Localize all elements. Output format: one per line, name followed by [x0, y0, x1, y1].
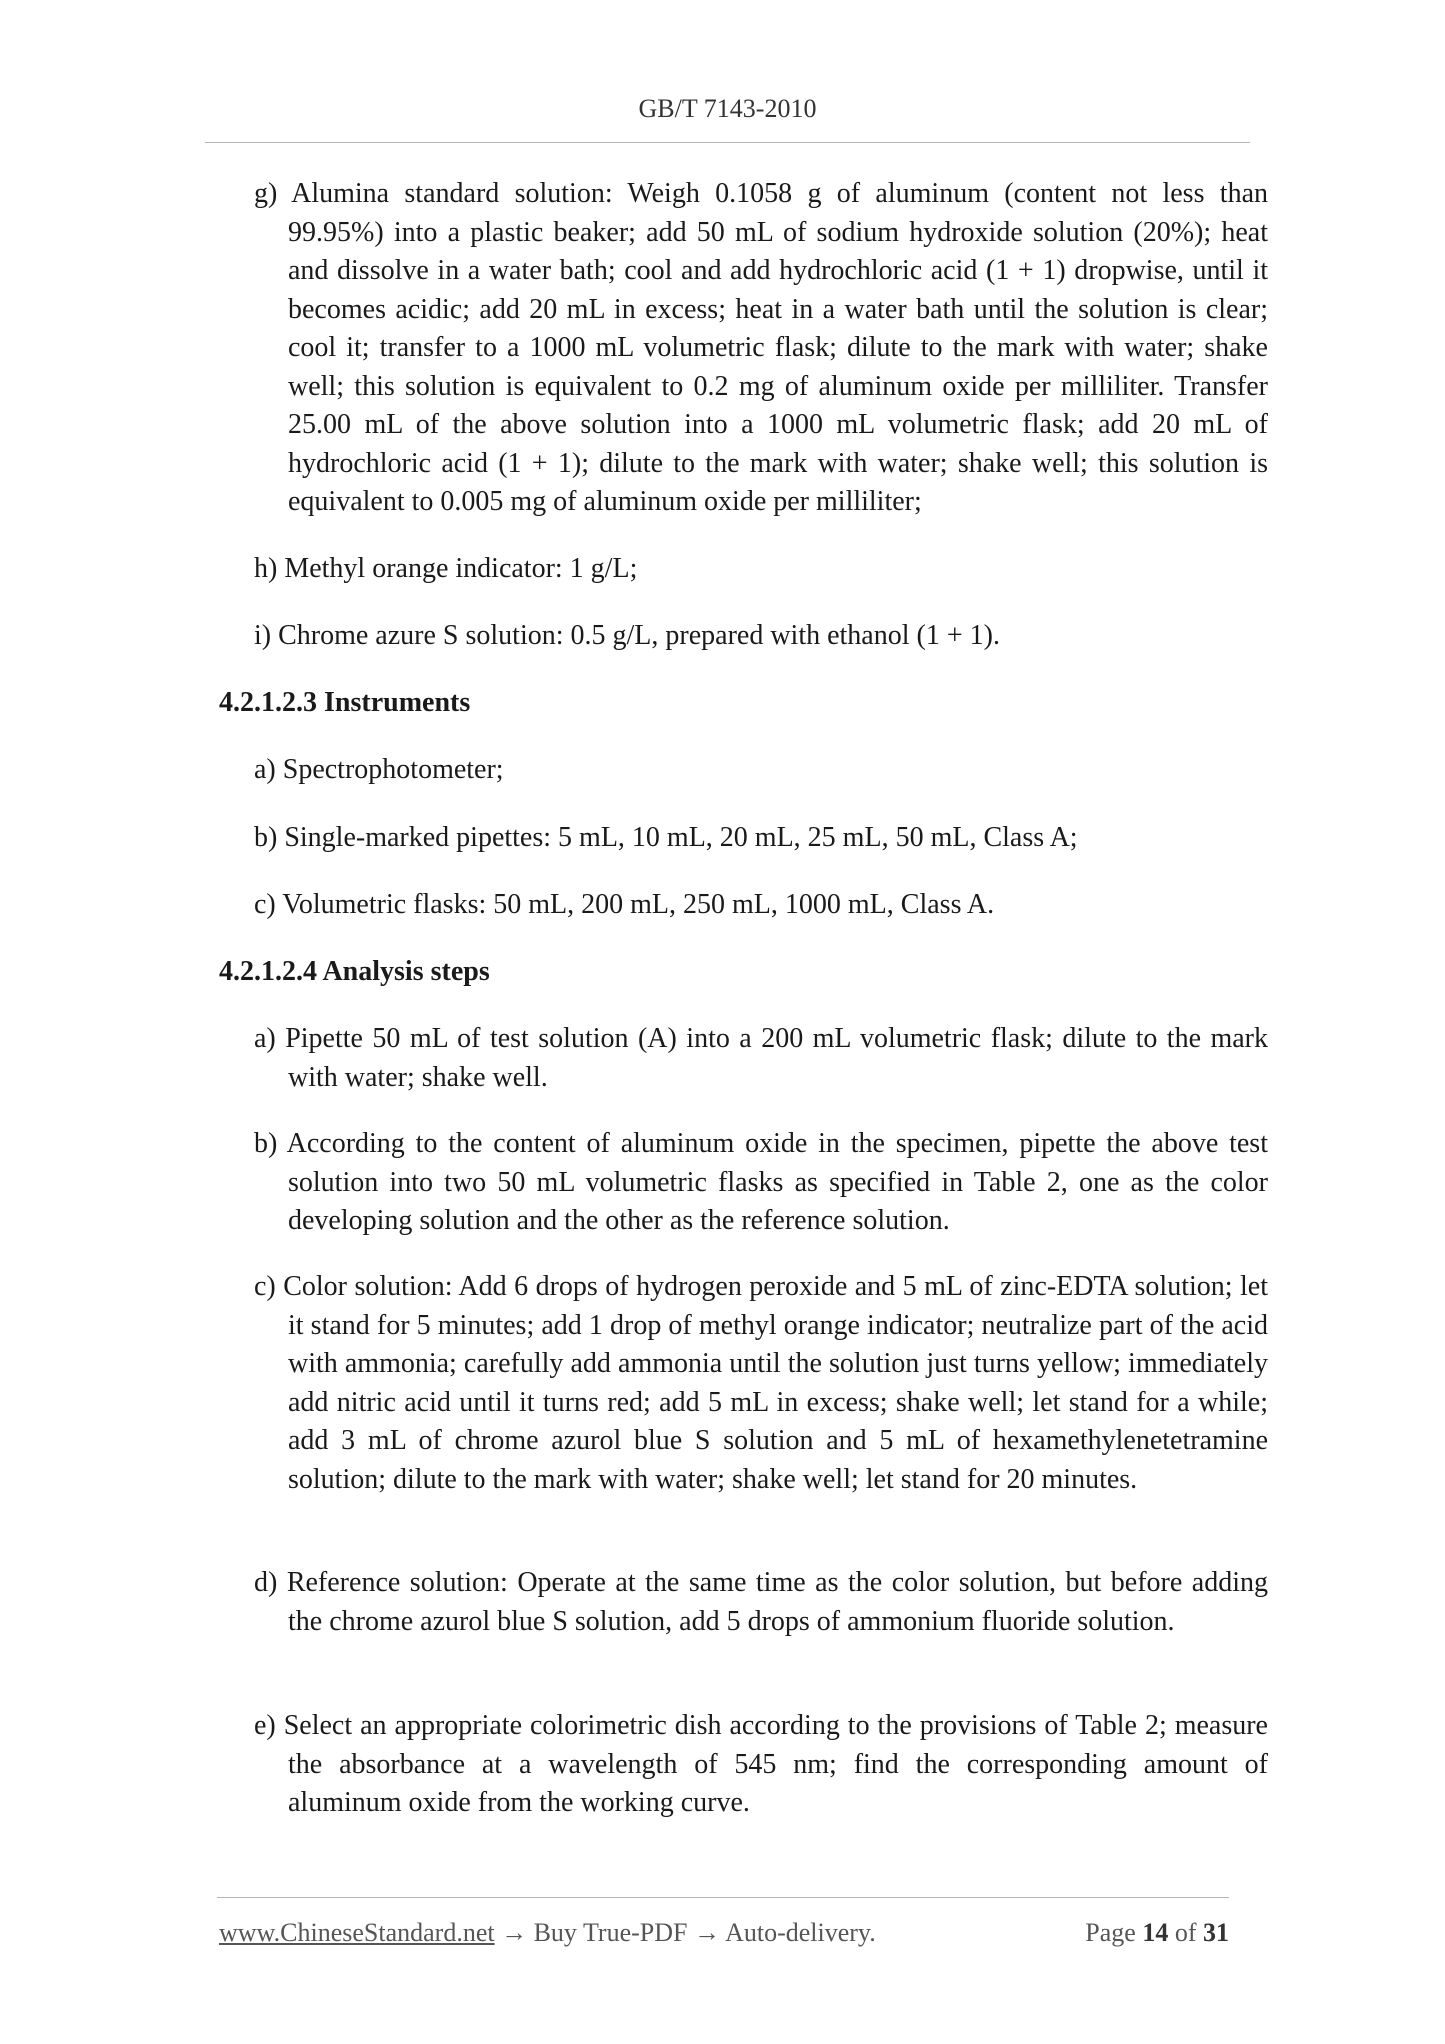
of-label: of — [1174, 1918, 1197, 1947]
analysis-step-e: e) Select an appropriate colorimetric dish according to the provisions of Table 2; measure the absorbance at a wavelength of 545 nm; find the corresponding amount of aluminum oxide from the working curve. — [254, 1710, 1268, 1818]
footer-left — [219, 1918, 876, 1948]
instrument-item-a: a) Spectrophotometer; — [254, 754, 504, 785]
header-divider — [205, 142, 1250, 143]
analysis-step-b: b) According to the content of aluminum oxide in the specimen, pipette the above test solution into two 50 mL volumetric flasks as specified in Table 2, one as the color developing solution and the other as the reference solution. — [254, 1128, 1268, 1236]
analysis-step-d: d) Reference solution: Operate at the same time as the color solution, but before adding the chrome azurol blue S solution, add 5 drops of ammonium fluoride solution. — [254, 1567, 1268, 1637]
page-header: GB/T 7143-2010 — [638, 94, 817, 123]
arrow-right-icon: → — [694, 1918, 720, 1947]
instrument-item-c: c) Volumetric flasks: 50 mL, 200 mL, 250 mL, 1000 mL, Class A. — [254, 889, 995, 920]
page-label: Page — [1085, 1918, 1136, 1947]
reagent-item-g: g) Alumina standard solution: Weigh 0.1058 g of aluminum (content not less than 99.95%) into a plastic beaker; add 50 mL of sodium hydroxide solution (20%); heat and dissolve in a water bath; cool and add hydrochloric acid (1 + 1) dropwise, until it becomes acidic; add 20 mL in excess; heat in a water bath until the solution is clear; cool it; transfer to a 1000 mL volumetric flask; dilute to the mark with water; shake well; this solution is equivalent to 0.2 mg of aluminum oxide per milliliter. Transfer 25.00 mL of the above solution into a 1000 mL volumetric flask; add 20 mL of hydrochloric acid (1 + 1); dilute to the mark with water; shake well; this solution is equivalent to 0.005 mg of aluminum oxide per milliliter; — [254, 178, 1268, 517]
site-link[interactable]: www.ChineseStandard.net — [219, 1918, 495, 1947]
arrow-right-icon: → — [501, 1918, 528, 1947]
page-footer — [219, 1918, 1229, 1948]
page-current: 14 — [1142, 1918, 1169, 1947]
page-number — [1085, 1918, 1229, 1948]
analysis-step-c: c) Color solution: Add 6 drops of hydrogen peroxide and 5 mL of zinc-EDTA solution; let it stand for 5 minutes; add 1 drop of methyl orange indicator; neutralize part of the acid with ammonia; carefully add ammonia until the solution just turns yellow; immediately add nitric acid until it turns red; add 5 mL in excess; shake well; let stand for a while; add 3 mL of chrome azurol blue S solution and 5 mL of hexamethylenetetramine solution; dilute to the mark with water; shake well; let stand for 20 minutes. — [254, 1271, 1268, 1495]
auto-delivery-text: Auto-delivery. — [725, 1918, 876, 1947]
instruments-heading: 4.2.1.2.3 Instruments — [219, 687, 471, 718]
analysis-heading: 4.2.1.2.4 Analysis steps — [219, 956, 490, 987]
buy-pdf-text: Buy True-PDF — [533, 1918, 688, 1947]
footer-divider — [217, 1897, 1229, 1898]
page-total: 31 — [1203, 1918, 1229, 1947]
analysis-step-a: a) Pipette 50 mL of test solution (A) into a 200 mL volumetric flask; dilute to the mark with water; shake well. — [254, 1023, 1268, 1093]
reagent-item-h: h) Methyl orange indicator: 1 g/L; — [254, 553, 638, 584]
instrument-item-b: b) Single-marked pipettes: 5 mL, 10 mL, 20 mL, 25 mL, 50 mL, Class A; — [254, 822, 1078, 853]
reagent-item-i: i) Chrome azure S solution: 0.5 g/L, prepared with ethanol (1 + 1). — [254, 620, 1000, 651]
